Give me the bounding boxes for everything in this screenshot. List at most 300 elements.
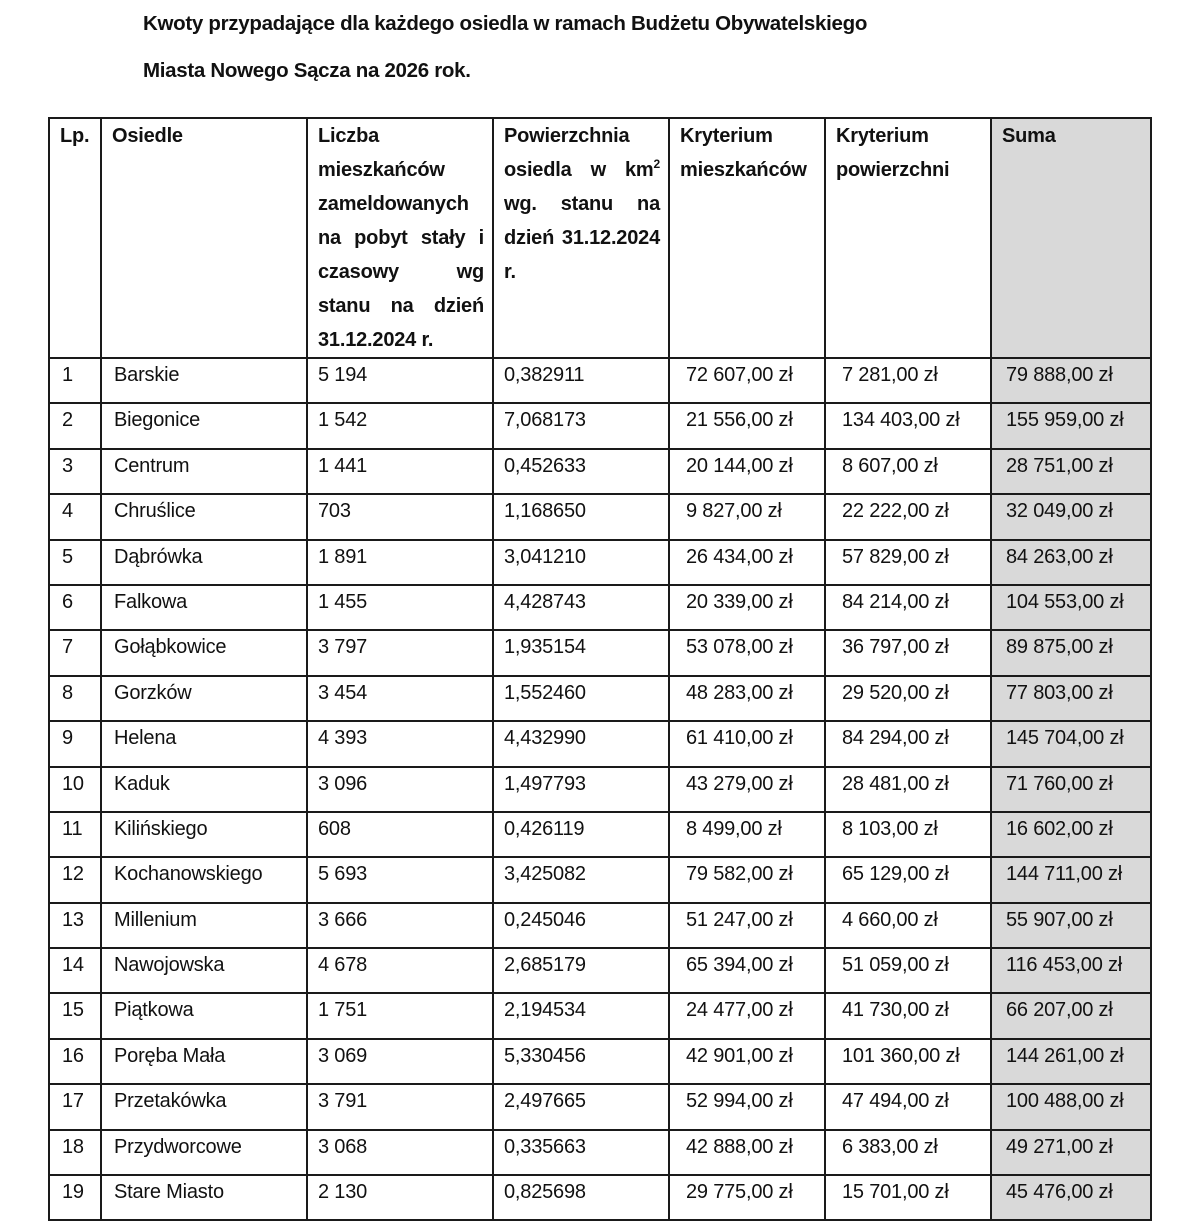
cell-mieszkancy — [307, 449, 493, 494]
cell-kryterium-mieszkancow-value: 72 607,00 zł — [686, 364, 793, 386]
cell-suma-value: 79 888,00 zł — [1006, 364, 1113, 386]
cell-suma-value: 28 751,00 zł — [1006, 454, 1113, 477]
header-powierzchnia-label — [494, 119, 668, 289]
header-osiedle-label: Osiedle — [112, 125, 183, 147]
cell-kryterium-powierzchni — [825, 540, 991, 585]
cell-osiedle-value: Barskie — [114, 364, 180, 386]
cell-lp — [49, 1130, 101, 1175]
table-row — [49, 403, 1151, 448]
cell-kryterium-powierzchni-value: 29 520,00 zł — [842, 681, 949, 704]
cell-lp — [49, 903, 101, 948]
cell-osiedle-value: Nawojowska — [114, 954, 225, 977]
cell-powierzchnia-value: 0,382911 — [504, 364, 585, 386]
cell-suma — [991, 630, 1151, 675]
cell-kryterium-powierzchni-value: 47 494,00 zł — [842, 1090, 949, 1113]
cell-powierzchnia — [493, 630, 669, 675]
cell-mieszkancy — [307, 403, 493, 448]
cell-lp — [49, 767, 101, 812]
cell-mieszkancy-value: 3 069 — [318, 1044, 368, 1067]
cell-kryterium-mieszkancow — [669, 358, 825, 403]
cell-mieszkancy — [307, 1130, 493, 1175]
cell-powierzchnia-value: 2,194534 — [504, 999, 586, 1022]
cell-kryterium-mieszkancow — [669, 585, 825, 630]
document-title-line-2: Miasta Nowego Sącza na 2026 rok. — [143, 59, 471, 82]
cell-mieszkancy-value: 3 666 — [318, 908, 368, 931]
table-row — [49, 721, 1151, 766]
cell-lp — [49, 403, 101, 448]
cell-lp — [49, 812, 101, 857]
cell-lp-value: 18 — [62, 1135, 84, 1158]
cell-powierzchnia-value: 7,068173 — [504, 409, 586, 432]
cell-lp-value: 12 — [62, 863, 84, 886]
cell-suma-value: 45 476,00 zł — [1006, 1181, 1113, 1204]
table-row — [49, 993, 1151, 1038]
cell-osiedle — [101, 1175, 307, 1220]
cell-powierzchnia — [493, 403, 669, 448]
cell-kryterium-powierzchni — [825, 1039, 991, 1084]
cell-osiedle-value: Centrum — [114, 454, 190, 477]
cell-lp — [49, 358, 101, 403]
cell-lp — [49, 676, 101, 721]
cell-kryterium-mieszkancow — [669, 1175, 825, 1220]
cell-suma — [991, 1175, 1151, 1220]
cell-kryterium-powierzchni-value: 36 797,00 zł — [842, 636, 949, 659]
cell-kryterium-powierzchni — [825, 721, 991, 766]
cell-powierzchnia — [493, 1039, 669, 1084]
cell-lp-value: 19 — [62, 1181, 84, 1204]
cell-mieszkancy — [307, 993, 493, 1038]
cell-kryterium-powierzchni-value: 4 660,00 zł — [842, 908, 938, 931]
cell-suma-value: 55 907,00 zł — [1006, 908, 1113, 931]
cell-powierzchnia-value: 1,497793 — [504, 772, 586, 795]
cell-suma-value: 84 263,00 zł — [1006, 545, 1113, 568]
cell-kryterium-powierzchni-value: 7 281,00 zł — [842, 364, 938, 386]
cell-kryterium-mieszkancow — [669, 948, 825, 993]
cell-osiedle — [101, 676, 307, 721]
cell-mieszkancy-value: 1 455 — [318, 590, 368, 613]
cell-suma — [991, 1084, 1151, 1129]
cell-lp — [49, 494, 101, 539]
cell-kryterium-powierzchni — [825, 676, 991, 721]
cell-suma-value: 155 959,00 zł — [1006, 409, 1124, 432]
cell-osiedle-value: Stare Miasto — [114, 1181, 224, 1204]
cell-suma-value: 49 271,00 zł — [1006, 1135, 1113, 1158]
cell-kryterium-mieszkancow-value: 43 279,00 zł — [686, 772, 793, 795]
cell-kryterium-mieszkancow — [669, 1039, 825, 1084]
cell-powierzchnia-value: 4,432990 — [504, 727, 586, 750]
cell-kryterium-powierzchni — [825, 812, 991, 857]
cell-kryterium-mieszkancow — [669, 540, 825, 585]
cell-mieszkancy-value: 3 797 — [318, 636, 368, 659]
cell-kryterium-powierzchni-value: 65 129,00 zł — [842, 863, 949, 886]
table-row — [49, 1039, 1151, 1084]
header-powierzchnia — [493, 118, 669, 358]
cell-suma — [991, 449, 1151, 494]
cell-powierzchnia-value: 0,245046 — [504, 908, 586, 931]
cell-powierzchnia-value: 2,497665 — [504, 1090, 586, 1113]
cell-mieszkancy-value: 4 393 — [318, 727, 368, 750]
cell-mieszkancy-value: 3 454 — [318, 681, 368, 704]
cell-kryterium-mieszkancow-value: 42 901,00 zł — [686, 1044, 793, 1067]
cell-osiedle — [101, 993, 307, 1038]
cell-mieszkancy-value: 1 751 — [318, 999, 368, 1022]
header-lp — [49, 118, 101, 358]
cell-lp-value: 5 — [62, 545, 73, 568]
cell-osiedle — [101, 630, 307, 675]
cell-osiedle — [101, 1084, 307, 1129]
cell-kryterium-powierzchni-value: 15 701,00 zł — [842, 1181, 949, 1204]
cell-lp-value: 3 — [62, 454, 73, 477]
cell-kryterium-powierzchni-value: 28 481,00 zł — [842, 772, 949, 795]
cell-kryterium-mieszkancow-value: 52 994,00 zł — [686, 1090, 793, 1113]
cell-powierzchnia — [493, 948, 669, 993]
cell-kryterium-powierzchni — [825, 449, 991, 494]
header-row — [49, 118, 1151, 358]
cell-suma-value: 66 207,00 zł — [1006, 999, 1113, 1022]
cell-lp-value: 6 — [62, 590, 73, 613]
cell-osiedle — [101, 948, 307, 993]
cell-suma — [991, 403, 1151, 448]
cell-mieszkancy — [307, 676, 493, 721]
cell-suma — [991, 1130, 1151, 1175]
cell-powierzchnia-value: 1,935154 — [504, 636, 586, 659]
cell-mieszkancy — [307, 630, 493, 675]
cell-lp — [49, 857, 101, 902]
cell-suma-value: 71 760,00 zł — [1006, 772, 1113, 795]
cell-osiedle-value: Piątkowa — [114, 999, 194, 1022]
cell-lp-value: 4 — [62, 500, 73, 523]
cell-osiedle-value: Przydworcowe — [114, 1135, 242, 1158]
cell-powierzchnia — [493, 1130, 669, 1175]
cell-kryterium-powierzchni-value: 84 294,00 zł — [842, 727, 949, 750]
cell-kryterium-powierzchni-value: 51 059,00 zł — [842, 954, 949, 977]
cell-kryterium-mieszkancow — [669, 494, 825, 539]
cell-kryterium-powierzchni — [825, 1130, 991, 1175]
cell-powierzchnia — [493, 812, 669, 857]
cell-kryterium-powierzchni-value: 8 607,00 zł — [842, 454, 938, 477]
cell-kryterium-mieszkancow — [669, 630, 825, 675]
cell-powierzchnia — [493, 494, 669, 539]
cell-kryterium-mieszkancow — [669, 721, 825, 766]
cell-osiedle — [101, 1039, 307, 1084]
cell-lp-value: 11 — [62, 817, 83, 840]
table-row — [49, 1130, 1151, 1175]
cell-kryterium-powierzchni — [825, 903, 991, 948]
cell-suma — [991, 812, 1151, 857]
header-powierzchnia-text-post: wg. stanu na dzień 31.12.2024 r. — [504, 193, 660, 283]
cell-suma-value: 77 803,00 zł — [1006, 681, 1113, 704]
cell-powierzchnia — [493, 993, 669, 1038]
cell-lp-value: 1 — [62, 364, 73, 386]
cell-suma — [991, 903, 1151, 948]
table-row — [49, 903, 1151, 948]
cell-suma-value: 100 488,00 zł — [1006, 1090, 1124, 1113]
cell-suma-value: 104 553,00 zł — [1006, 590, 1124, 613]
cell-kryterium-mieszkancow-value: 29 775,00 zł — [686, 1181, 793, 1204]
cell-mieszkancy — [307, 585, 493, 630]
cell-powierzchnia-value: 2,685179 — [504, 954, 586, 977]
cell-lp — [49, 540, 101, 585]
cell-mieszkancy-value: 5 194 — [318, 364, 368, 386]
cell-osiedle — [101, 585, 307, 630]
cell-mieszkancy-value: 1 891 — [318, 545, 368, 568]
table-row — [49, 1175, 1151, 1220]
cell-powierzchnia — [493, 721, 669, 766]
cell-osiedle — [101, 449, 307, 494]
cell-mieszkancy — [307, 540, 493, 585]
cell-osiedle-value: Biegonice — [114, 409, 201, 432]
cell-mieszkancy-value: 1 441 — [318, 454, 368, 477]
table-row — [49, 449, 1151, 494]
cell-lp — [49, 1039, 101, 1084]
cell-kryterium-powierzchni-value: 41 730,00 zł — [842, 999, 949, 1022]
cell-mieszkancy-value: 3 791 — [318, 1090, 368, 1113]
cell-mieszkancy — [307, 1175, 493, 1220]
cell-suma — [991, 585, 1151, 630]
cell-osiedle — [101, 857, 307, 902]
cell-suma — [991, 993, 1151, 1038]
cell-powierzchnia-value: 1,552460 — [504, 681, 586, 704]
cell-powierzchnia — [493, 585, 669, 630]
cell-mieszkancy — [307, 1084, 493, 1129]
cell-powierzchnia-value: 0,426119 — [504, 817, 585, 840]
cell-suma — [991, 676, 1151, 721]
cell-kryterium-mieszkancow — [669, 1130, 825, 1175]
cell-kryterium-powierzchni-value: 22 222,00 zł — [842, 500, 949, 523]
table-row — [49, 676, 1151, 721]
cell-suma — [991, 948, 1151, 993]
cell-kryterium-mieszkancow-value: 9 827,00 zł — [686, 500, 782, 523]
cell-kryterium-powierzchni — [825, 948, 991, 993]
cell-suma-value: 145 704,00 zł — [1006, 727, 1124, 750]
cell-osiedle-value: Kaduk — [114, 772, 170, 795]
cell-suma — [991, 540, 1151, 585]
cell-lp-value: 13 — [62, 908, 84, 931]
cell-mieszkancy — [307, 857, 493, 902]
table-row — [49, 948, 1151, 993]
header-osiedle — [101, 118, 307, 358]
table-row — [49, 358, 1151, 403]
cell-powierzchnia — [493, 449, 669, 494]
cell-powierzchnia — [493, 857, 669, 902]
cell-osiedle — [101, 403, 307, 448]
cell-mieszkancy — [307, 812, 493, 857]
cell-kryterium-mieszkancow-value: 79 582,00 zł — [686, 863, 793, 886]
cell-mieszkancy-value: 703 — [318, 500, 351, 523]
cell-powierzchnia-value: 0,335663 — [504, 1135, 586, 1158]
cell-mieszkancy — [307, 1039, 493, 1084]
header-kryterium-powierzchni-label: Kryterium powierzchni — [836, 125, 950, 181]
cell-osiedle-value: Gorzków — [114, 681, 192, 704]
cell-osiedle — [101, 540, 307, 585]
cell-powierzchnia — [493, 903, 669, 948]
table-row — [49, 494, 1151, 539]
header-suma — [991, 118, 1151, 358]
cell-osiedle — [101, 721, 307, 766]
header-liczba-mieszkancow — [307, 118, 493, 358]
cell-kryterium-powierzchni — [825, 630, 991, 675]
cell-kryterium-powierzchni — [825, 1084, 991, 1129]
cell-mieszkancy — [307, 767, 493, 812]
cell-lp-value: 15 — [62, 999, 84, 1022]
cell-osiedle-value: Kilińskiego — [114, 817, 208, 840]
cell-osiedle — [101, 1130, 307, 1175]
header-kryterium-powierzchni — [825, 118, 991, 358]
cell-kryterium-powierzchni-value: 134 403,00 zł — [842, 409, 960, 432]
cell-kryterium-powierzchni — [825, 993, 991, 1038]
superscript-2: 2 — [653, 157, 660, 171]
cell-osiedle — [101, 494, 307, 539]
cell-mieszkancy-value: 608 — [318, 817, 351, 840]
cell-lp-value: 7 — [62, 636, 73, 659]
cell-osiedle-value: Helena — [114, 727, 177, 750]
cell-osiedle — [101, 767, 307, 812]
cell-kryterium-mieszkancow-value: 24 477,00 zł — [686, 999, 793, 1022]
cell-mieszkancy-value: 5 693 — [318, 863, 368, 886]
cell-kryterium-mieszkancow — [669, 403, 825, 448]
cell-powierzchnia-value: 4,428743 — [504, 590, 586, 613]
cell-kryterium-mieszkancow — [669, 1084, 825, 1129]
cell-kryterium-mieszkancow-value: 51 247,00 zł — [686, 908, 793, 931]
header-powierzchnia-text: Powierzchnia osiedla w km — [504, 125, 654, 181]
cell-mieszkancy — [307, 948, 493, 993]
cell-kryterium-mieszkancow-value: 26 434,00 zł — [686, 545, 793, 568]
cell-lp — [49, 630, 101, 675]
cell-lp-value: 9 — [62, 727, 73, 750]
cell-kryterium-powierzchni — [825, 585, 991, 630]
cell-kryterium-powierzchni-value: 101 360,00 zł — [842, 1044, 960, 1067]
cell-lp-value: 16 — [62, 1044, 84, 1067]
cell-mieszkancy-value: 2 130 — [318, 1181, 368, 1204]
cell-lp-value: 17 — [62, 1090, 84, 1113]
cell-kryterium-mieszkancow-value: 61 410,00 zł — [686, 727, 793, 750]
table-row — [49, 857, 1151, 902]
cell-kryterium-mieszkancow-value: 48 283,00 zł — [686, 681, 793, 704]
cell-lp — [49, 721, 101, 766]
header-kryterium-mieszkancow-label: Kryterium mieszkańców — [680, 125, 807, 181]
cell-suma — [991, 767, 1151, 812]
cell-suma-value: 32 049,00 zł — [1006, 500, 1113, 523]
document-title-line-1: Kwoty przypadające dla każdego osiedla w ramach Budżetu Obywatelskiego — [143, 12, 868, 35]
cell-mieszkancy — [307, 903, 493, 948]
cell-kryterium-mieszkancow-value: 42 888,00 zł — [686, 1135, 793, 1158]
cell-kryterium-powierzchni-value: 84 214,00 zł — [842, 590, 949, 613]
cell-kryterium-mieszkancow — [669, 812, 825, 857]
cell-kryterium-powierzchni-value: 8 103,00 zł — [842, 817, 938, 840]
cell-kryterium-mieszkancow-value: 21 556,00 zł — [686, 409, 793, 432]
cell-kryterium-powierzchni — [825, 767, 991, 812]
cell-suma-value: 144 711,00 zł — [1006, 863, 1123, 886]
cell-osiedle — [101, 358, 307, 403]
cell-suma — [991, 857, 1151, 902]
cell-mieszkancy — [307, 358, 493, 403]
cell-kryterium-mieszkancow-value: 53 078,00 zł — [686, 636, 793, 659]
cell-osiedle-value: Kochanowskiego — [114, 863, 263, 886]
header-suma-label: Suma — [1002, 125, 1056, 147]
cell-kryterium-mieszkancow — [669, 857, 825, 902]
table-row — [49, 585, 1151, 630]
cell-osiedle-value: Przetakówka — [114, 1090, 227, 1113]
header-liczba-label: Liczba mieszkańców zameldowanych na pobyt stały i czasowy wg stanu na dzień 31.12.2024 r. — [318, 125, 484, 351]
cell-suma-value: 144 261,00 zł — [1006, 1044, 1124, 1067]
cell-mieszkancy-value: 4 678 — [318, 954, 368, 977]
cell-kryterium-mieszkancow-value: 20 144,00 zł — [686, 454, 793, 477]
cell-lp — [49, 948, 101, 993]
cell-powierzchnia — [493, 1084, 669, 1129]
table-row — [49, 1084, 1151, 1129]
cell-suma-value: 116 453,00 zł — [1006, 954, 1123, 977]
cell-osiedle-value: Falkowa — [114, 590, 188, 613]
cell-kryterium-powierzchni — [825, 403, 991, 448]
cell-suma — [991, 358, 1151, 403]
cell-osiedle-value: Millenium — [114, 908, 197, 931]
cell-mieszkancy — [307, 721, 493, 766]
cell-lp — [49, 585, 101, 630]
cell-kryterium-mieszkancow — [669, 449, 825, 494]
cell-kryterium-mieszkancow — [669, 903, 825, 948]
cell-suma — [991, 1039, 1151, 1084]
cell-lp — [49, 993, 101, 1038]
cell-suma — [991, 494, 1151, 539]
table-row — [49, 630, 1151, 675]
cell-powierzchnia-value: 3,425082 — [504, 863, 586, 886]
cell-powierzchnia — [493, 767, 669, 812]
cell-suma — [991, 721, 1151, 766]
cell-powierzchnia — [493, 676, 669, 721]
cell-osiedle — [101, 903, 307, 948]
cell-lp — [49, 1084, 101, 1129]
cell-powierzchnia — [493, 540, 669, 585]
cell-kryterium-powierzchni-value: 6 383,00 zł — [842, 1135, 938, 1158]
cell-osiedle-value: Poręba Mała — [114, 1044, 226, 1067]
cell-lp-value: 14 — [62, 954, 84, 977]
cell-osiedle-value: Gołąbkowice — [114, 636, 227, 659]
cell-kryterium-powierzchni — [825, 1175, 991, 1220]
cell-lp-value: 10 — [62, 772, 84, 795]
cell-powierzchnia-value: 0,452633 — [504, 454, 586, 477]
cell-mieszkancy-value: 3 068 — [318, 1135, 368, 1158]
cell-lp — [49, 449, 101, 494]
cell-powierzchnia-value: 3,041210 — [504, 545, 586, 568]
cell-kryterium-mieszkancow-value: 8 499,00 zł — [686, 817, 782, 840]
header-kryterium-mieszkancow — [669, 118, 825, 358]
cell-powierzchnia-value: 0,825698 — [504, 1181, 586, 1204]
cell-lp-value: 2 — [62, 409, 73, 432]
cell-powierzchnia — [493, 1175, 669, 1220]
cell-powierzchnia-value: 1,168650 — [504, 500, 586, 523]
cell-lp — [49, 1175, 101, 1220]
cell-kryterium-mieszkancow — [669, 993, 825, 1038]
cell-kryterium-mieszkancow-value: 20 339,00 zł — [686, 590, 793, 613]
table-row — [49, 812, 1151, 857]
cell-kryterium-powierzchni — [825, 857, 991, 902]
cell-osiedle-value: Dąbrówka — [114, 545, 203, 568]
cell-powierzchnia — [493, 358, 669, 403]
cell-kryterium-mieszkancow — [669, 767, 825, 812]
cell-suma-value: 16 602,00 zł — [1006, 817, 1113, 840]
cell-kryterium-mieszkancow — [669, 676, 825, 721]
cell-osiedle-value: Chruślice — [114, 500, 196, 523]
cell-kryterium-powierzchni-value: 57 829,00 zł — [842, 545, 949, 568]
cell-mieszkancy-value: 1 542 — [318, 409, 368, 432]
cell-powierzchnia-value: 5,330456 — [504, 1044, 586, 1067]
table-row — [49, 767, 1151, 812]
header-lp-label: Lp. — [60, 125, 90, 147]
cell-mieszkancy — [307, 494, 493, 539]
cell-suma-value: 89 875,00 zł — [1006, 636, 1113, 659]
cell-kryterium-powierzchni — [825, 494, 991, 539]
budget-table — [48, 117, 1152, 1221]
